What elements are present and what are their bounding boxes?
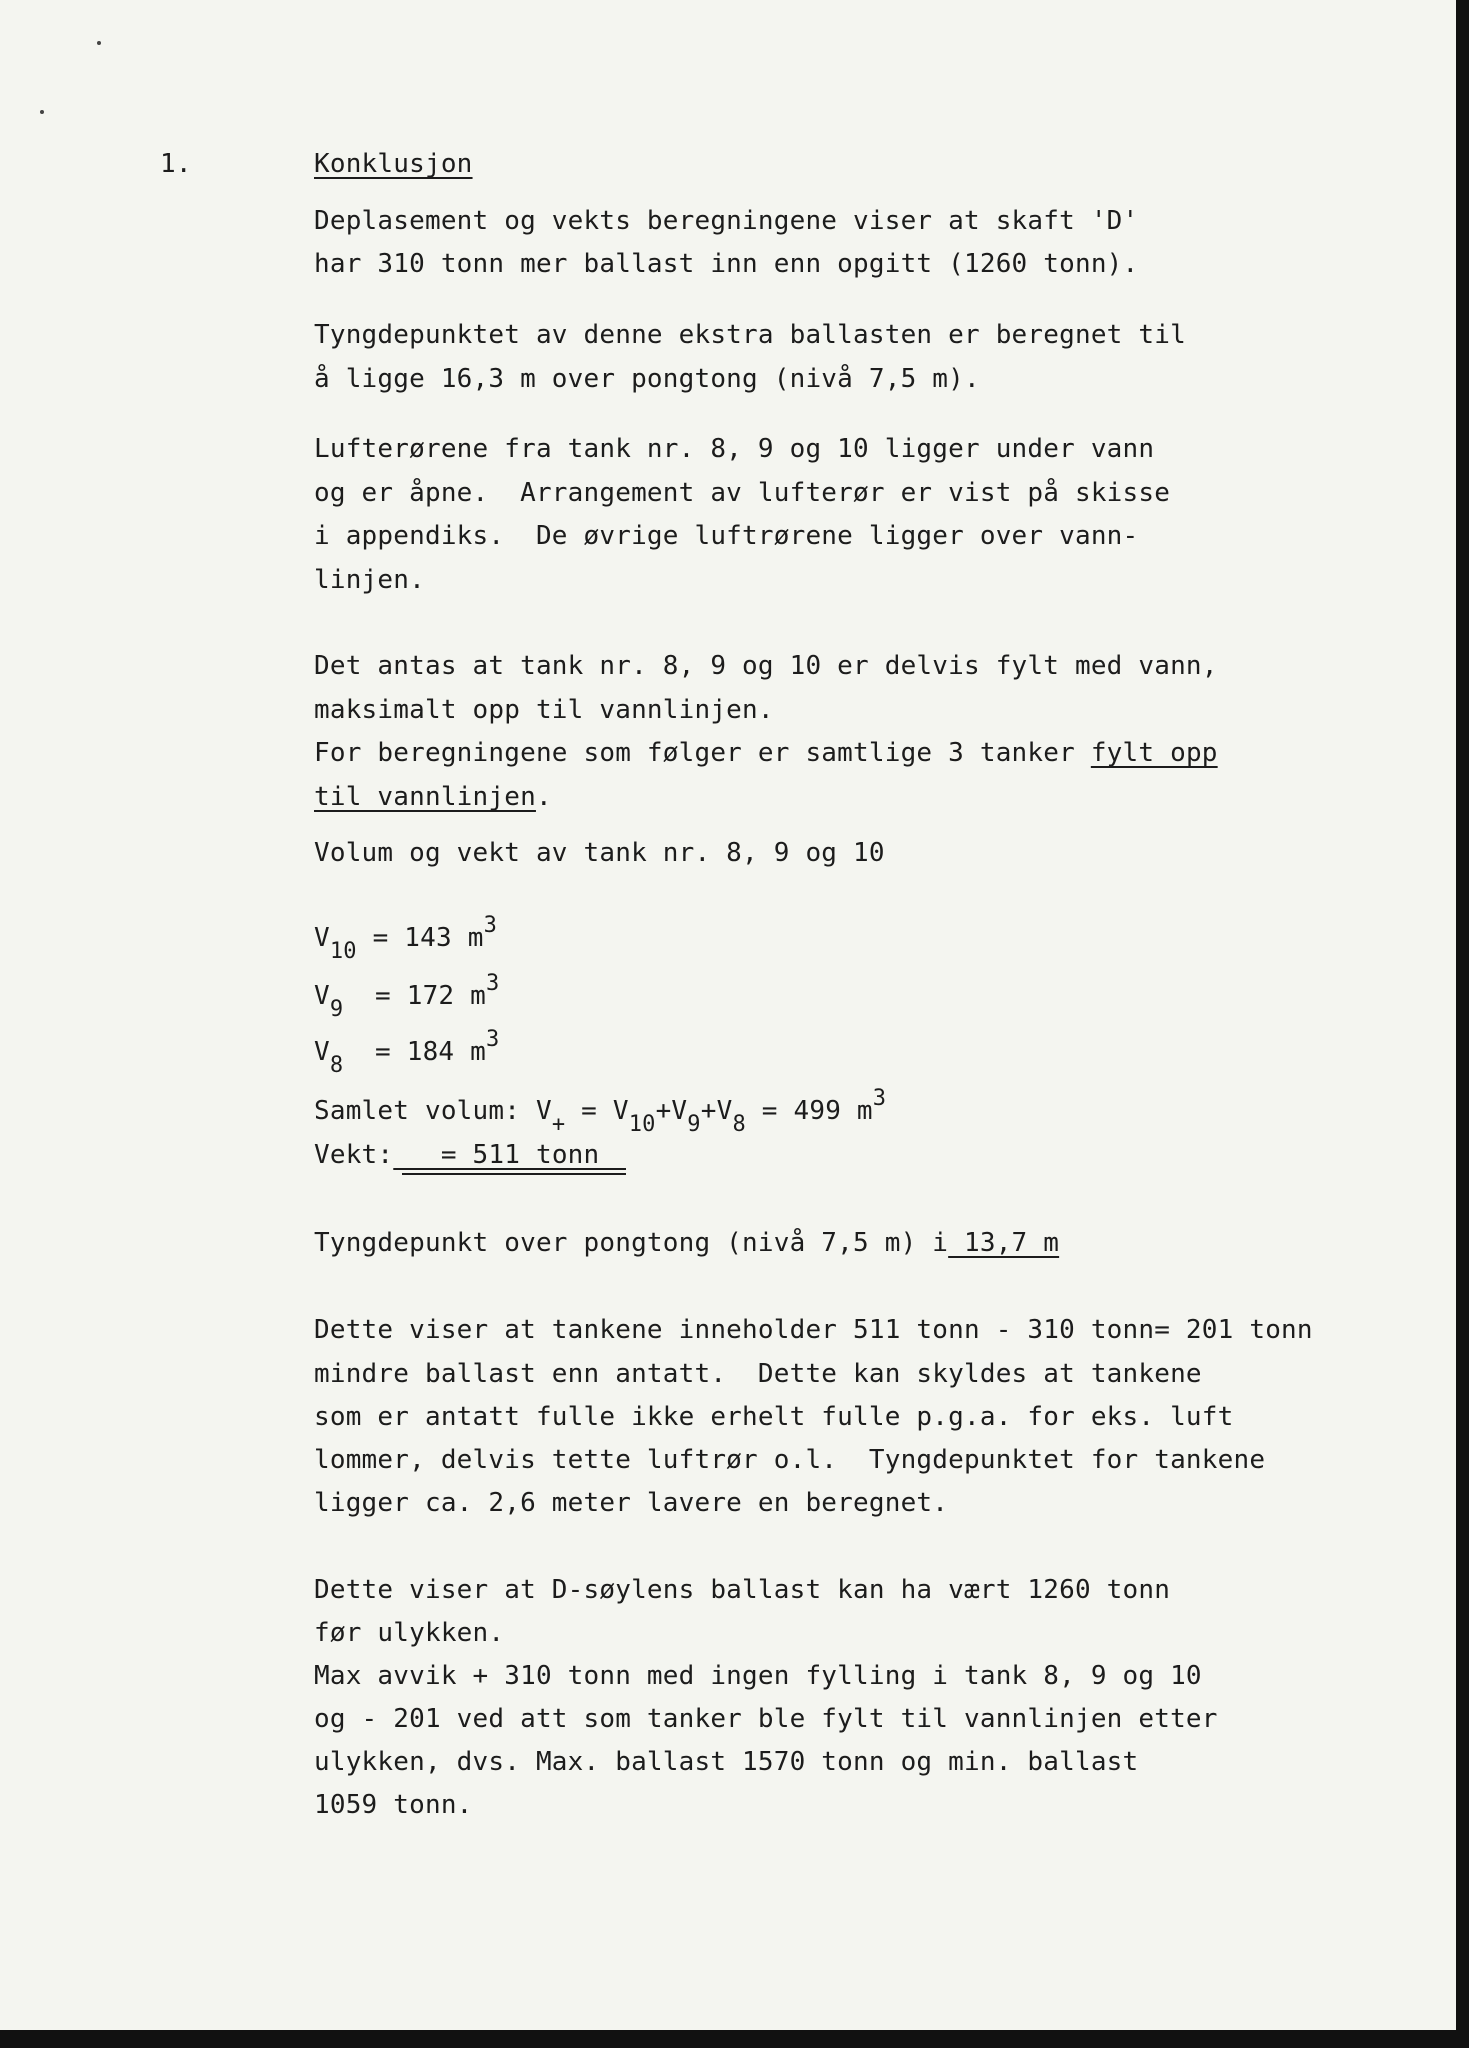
- volume-heading: Volum og vekt av tank nr. 8, 9 og 10: [314, 838, 885, 868]
- subscript: 8: [732, 1112, 746, 1137]
- paragraph-line: Tyngdepunktet av denne ekstra ballasten er beregnet til: [314, 320, 1186, 350]
- paragraph-line: lommer, delvis tette luftrør o.l. Tyngdepunktet for tankene: [314, 1445, 1266, 1475]
- equation-value: = 143 m: [356, 923, 484, 953]
- equation-result: = 499 m: [745, 1096, 873, 1126]
- paragraph-text: For beregningene som følger er samtlige 3 tanker: [314, 738, 1091, 768]
- scan-speck: [97, 41, 101, 45]
- subscript: +: [551, 1112, 566, 1137]
- paragraph-line: Lufterørene fra tank nr. 8, 9 og 10 ligger under vann: [314, 434, 1155, 464]
- paragraph-line: [314, 738, 1218, 768]
- subscript: 9: [687, 1112, 701, 1137]
- underlined-phrase: til vannlinjen: [314, 782, 536, 812]
- paragraph-line: og - 201 ved att som tanker ble fylt til vannlinjen etter: [314, 1704, 1218, 1734]
- cog-text: Tyngdepunkt over pongtong (nivå 7,5 m) i: [314, 1228, 949, 1258]
- equation-value: = 172 m: [343, 981, 486, 1011]
- subscript: 9: [329, 997, 344, 1022]
- scan-speck: [40, 110, 44, 114]
- paragraph-line: før ulykken.: [314, 1618, 505, 1648]
- paragraph-line: har 310 tonn mer ballast inn enn opgitt (1260 tonn).: [314, 249, 1139, 279]
- double-underline: [402, 1168, 626, 1175]
- paragraph-line: [314, 782, 552, 812]
- paragraph-line: og er åpne. Arrangement av lufterør er vist på skisse: [314, 478, 1171, 508]
- sentence-end: .: [535, 782, 552, 812]
- equation-v8: [314, 1027, 500, 1078]
- paragraph-line: i appendiks. De øvrige luftrørene ligger over vann-: [314, 521, 1139, 551]
- superscript: 3: [872, 1086, 887, 1111]
- weight-line: [314, 1140, 599, 1170]
- paragraph-line: Dette viser at tankene inneholder 511 tonn - 310 tonn= 201 tonn: [314, 1315, 1313, 1345]
- volume-symbol: V: [314, 923, 330, 953]
- equation-label: Samlet volum: V: [314, 1096, 552, 1126]
- paragraph-line: Deplasement og vekts beregningene viser at skaft 'D': [314, 206, 1139, 236]
- cog-line: [314, 1228, 1059, 1258]
- paragraph-line: å ligge 16,3 m over pongtong (nivå 7,5 m).: [314, 364, 980, 394]
- superscript: 3: [486, 971, 500, 996]
- equation-total: [314, 1086, 887, 1137]
- volume-symbol: V: [314, 981, 330, 1011]
- paragraph-line: maksimalt opp til vannlinjen.: [314, 695, 774, 725]
- section-number: 1.: [160, 149, 192, 179]
- paragraph-line: Det antas at tank nr. 8, 9 og 10 er delvis fylt med vann,: [314, 651, 1218, 681]
- equation-value: = 184 m: [343, 1037, 486, 1067]
- paragraph-line: 1059 tonn.: [314, 1790, 473, 1820]
- equation-part: +V: [655, 1096, 688, 1126]
- section-heading: Konklusjon: [314, 149, 473, 179]
- weight-value: = 511 tonn: [393, 1140, 600, 1170]
- superscript: 3: [486, 1027, 500, 1052]
- paragraph-line: som er antatt fulle ikke erhelt fulle p.g.a. for eks. luft: [314, 1402, 1234, 1432]
- volume-symbol: V: [314, 1037, 330, 1067]
- subscript: 10: [628, 1112, 656, 1137]
- paragraph-line: Max avvik + 310 tonn med ingen fylling i tank 8, 9 og 10: [314, 1661, 1202, 1691]
- weight-label: Vekt:: [314, 1140, 394, 1170]
- subscript: 10: [329, 939, 357, 964]
- paragraph-line: ligger ca. 2,6 meter lavere en beregnet.: [314, 1488, 949, 1518]
- paragraph-line: ulykken, dvs. Max. ballast 1570 tonn og min. ballast: [314, 1747, 1139, 1777]
- equation-part: = V: [565, 1096, 629, 1126]
- equation-v10: [314, 913, 498, 964]
- subscript: 8: [329, 1053, 344, 1078]
- underlined-phrase: fylt opp: [1090, 738, 1218, 768]
- equation-part: +V: [700, 1096, 733, 1126]
- paragraph-line: linjen.: [314, 565, 425, 595]
- cog-value: 13,7 m: [948, 1228, 1060, 1258]
- equation-v9: [314, 971, 500, 1022]
- paragraph-line: mindre ballast enn antatt. Dette kan skyldes at tankene: [314, 1359, 1202, 1389]
- paragraph-line: Dette viser at D-søylens ballast kan ha vært 1260 tonn: [314, 1575, 1171, 1605]
- superscript: 3: [483, 913, 498, 938]
